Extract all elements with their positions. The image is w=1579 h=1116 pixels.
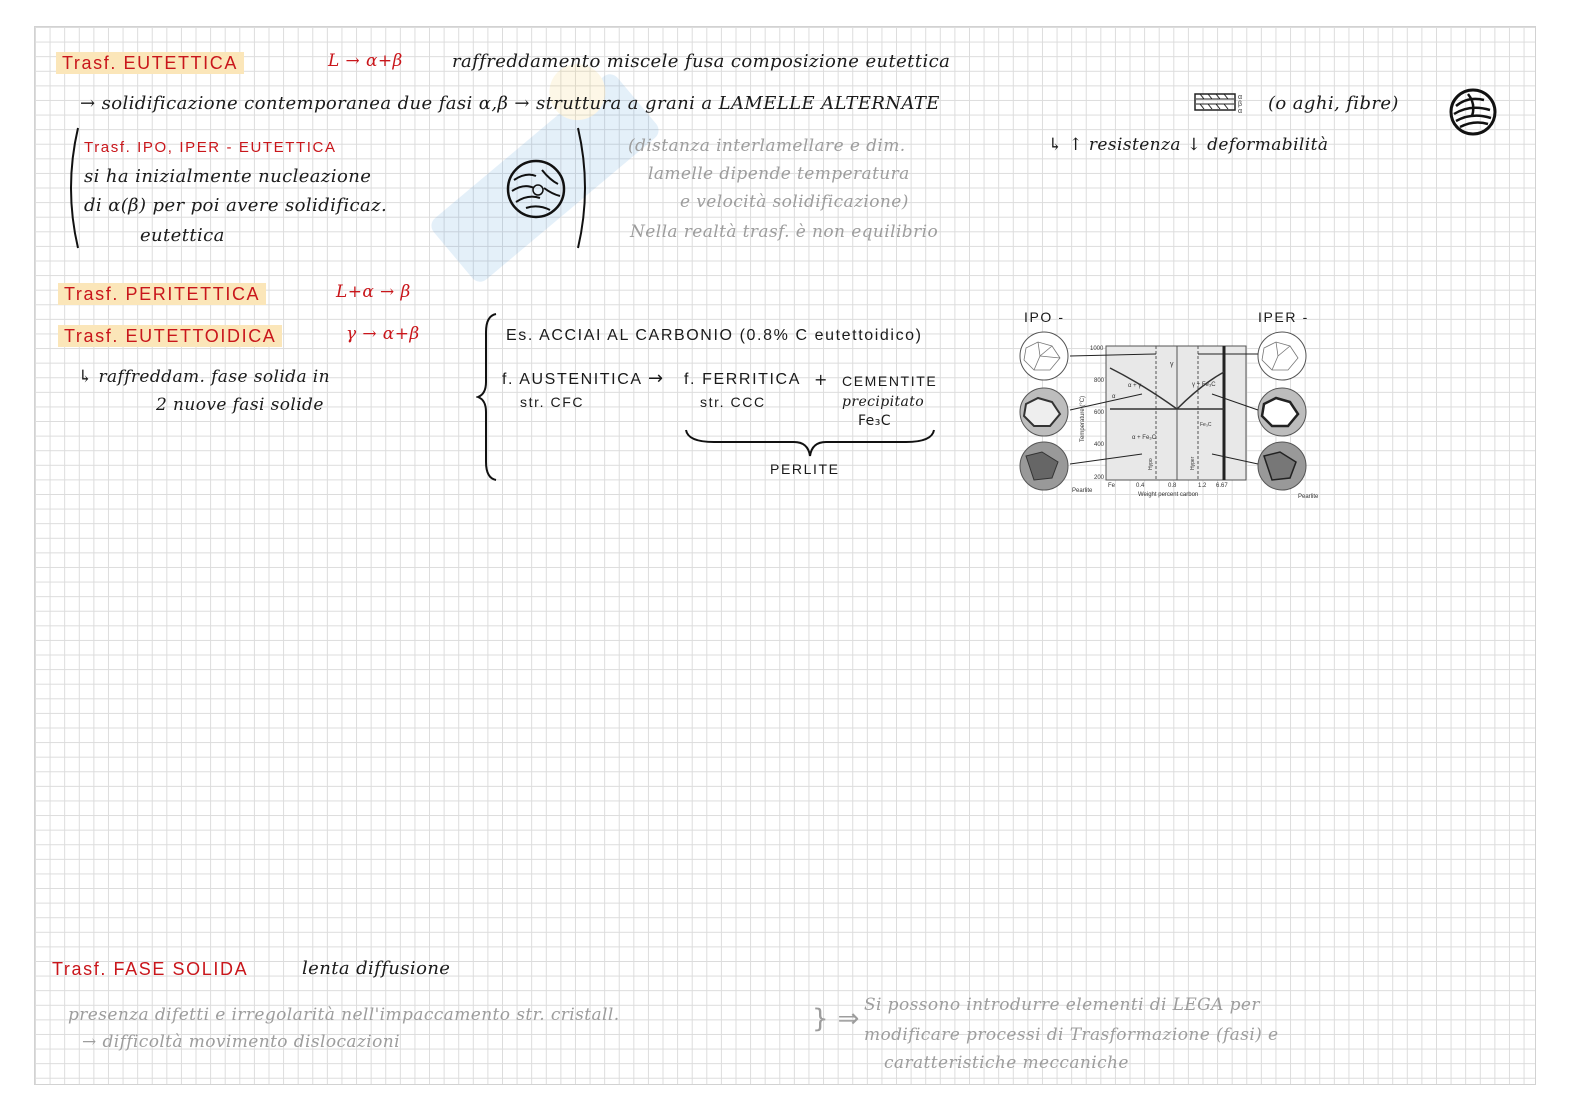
fase-solida-desc: lenta diffusione	[302, 958, 451, 979]
fase-solida-line-2: → difficoltà movimento dislocazioni	[82, 1032, 400, 1052]
fe3c-label: Fe₃C	[1200, 422, 1212, 428]
left-paren-bracket	[62, 126, 82, 250]
region-alpha-gamma: α + γ	[1128, 383, 1142, 389]
x-axis-label: Weight percent carbon	[1138, 492, 1199, 498]
fase-solida-title: Trasf. FASE SOLIDA	[52, 959, 249, 979]
ferritica-structure: str. CCC	[700, 394, 766, 410]
eutettica-reaction: L → α+β	[328, 51, 403, 71]
cementite-formula: Fe₃C	[858, 413, 891, 429]
example-steel: Es. ACCIAI AL CARBONIO (0.8% C eutettoidico)	[506, 327, 923, 344]
pearlite-label-right: Pearlite	[1298, 494, 1319, 500]
ipo-iper-line-3: eutettica	[140, 225, 225, 246]
fase-solida-result-3: caratteristiche meccaniche	[884, 1053, 1129, 1073]
austenitica-structure: str. CFC	[520, 394, 585, 410]
ytick-600: 600	[1094, 410, 1105, 416]
hypo-microstructure-ferrite	[1020, 388, 1068, 436]
hyper-microstructure-austenite	[1258, 332, 1306, 380]
note-line-1: (distanza interlamellare e dim.	[628, 136, 906, 156]
region-alpha: α	[1112, 394, 1116, 400]
xtick-1-2: 1.2	[1198, 483, 1207, 489]
ytick-200: 200	[1094, 475, 1105, 481]
hypoeutectic-grain-icon	[504, 158, 570, 220]
eutettica-title: Trasf. EUTETTICA	[56, 52, 244, 74]
svg-text:α: α	[1238, 108, 1243, 115]
fase-solida-result-1: Si possono introdurre elementi di LEGA per	[864, 995, 1260, 1015]
eutettica-effect: ↳ ↑ resistenza ↓ deformabilità	[1048, 135, 1329, 155]
transformation-arrow: →	[648, 368, 664, 389]
hypo-label: Hypo	[1148, 458, 1154, 470]
note-line-4: Nella realtà trasf. è non equilibrio	[630, 222, 939, 242]
svg-text:β: β	[1238, 101, 1243, 108]
xtick-6-67: 6.67	[1216, 483, 1228, 489]
right-paren-bracket	[574, 126, 594, 250]
ytick-1000: 1000	[1090, 346, 1104, 352]
fase-solida-result-2: modificare processi di Trasformazione (fasi) e	[864, 1025, 1279, 1045]
eutettica-line-2: → solidificazione contemporanea due fasi α,β → struttura a grani a LAMELLE ALTERNATE	[80, 93, 940, 114]
hyper-microstructure-pearlite	[1258, 442, 1306, 490]
xtick-fe: Fe	[1108, 483, 1116, 489]
region-alpha-fe3c: α + Fe₃C	[1132, 435, 1157, 441]
perlite-brace	[684, 426, 936, 462]
fase-solida-line-1: presenza difetti e irregolarità nell'impaccamento str. cristall.	[68, 1005, 620, 1025]
svg-text:α: α	[1238, 94, 1243, 101]
eutettoidica-reaction: γ → α+β	[346, 324, 420, 344]
eutettoidica-title: Trasf. EUTETTOIDICA	[58, 325, 282, 347]
eutettoidica-desc-1: ↳ raffreddam. fase solida in	[78, 367, 330, 387]
region-gamma-fe3c: γ + Fe₃C	[1192, 382, 1216, 388]
ipo-iper-line-1: si ha inizialmente nucleazione	[84, 166, 372, 187]
cementite-precipitato: precipitato	[842, 394, 925, 410]
ferritica-label: f. FERRITICA	[684, 371, 801, 388]
lamellar-grain-icon	[1448, 86, 1498, 138]
austenitica-label: f. AUSTENITICA	[502, 371, 643, 388]
cementite-label: CEMENTITE	[842, 373, 938, 389]
note-line-2: lamelle dipende temperatura	[648, 164, 910, 184]
perlite-label: PERLITE	[770, 461, 840, 477]
ipo-iper-line-2: di α(β) per poi avere solidificaz.	[84, 195, 388, 216]
ytick-800: 800	[1094, 378, 1105, 384]
lamellae-icon	[1194, 90, 1246, 116]
ytick-400: 400	[1094, 442, 1105, 448]
pearlite-label-left: Pearlite	[1072, 488, 1093, 494]
hyper-microstructure-cementite	[1258, 388, 1306, 436]
hyper-label: Hyper	[1190, 456, 1196, 470]
hypo-microstructure-pearlite	[1020, 442, 1068, 490]
y-axis-label: Temperature (°C)	[1080, 395, 1086, 442]
fase-solida-implies: } ⇒	[812, 1004, 860, 1034]
ipo-iper-title: Trasf. IPO, IPER - EUTETTICA	[84, 139, 337, 156]
region-gamma: γ	[1170, 361, 1174, 368]
hypo-microstructure-austenite	[1020, 332, 1068, 380]
eutettica-alternative: (o aghi, fibre)	[1268, 93, 1399, 114]
xtick-0-8: 0.8	[1168, 483, 1177, 489]
iron-carbon-phase-diagram	[1012, 324, 1330, 502]
peritettica-title: Trasf. PERITETTICA	[58, 283, 266, 305]
eutettica-description: raffreddamento miscele fusa composizione eutettica	[452, 51, 951, 72]
iper-label: IPER -	[1258, 309, 1309, 325]
note-line-3: e velocità solidificazione)	[680, 192, 909, 212]
xtick-0-4: 0.4	[1136, 483, 1145, 489]
curly-brace	[476, 312, 502, 482]
peritettica-reaction: L+α → β	[336, 282, 411, 302]
ipo-label: IPO -	[1024, 309, 1065, 325]
eutettoidica-desc-2: 2 nuove fasi solide	[156, 395, 324, 415]
plus-sign: +	[814, 370, 828, 389]
